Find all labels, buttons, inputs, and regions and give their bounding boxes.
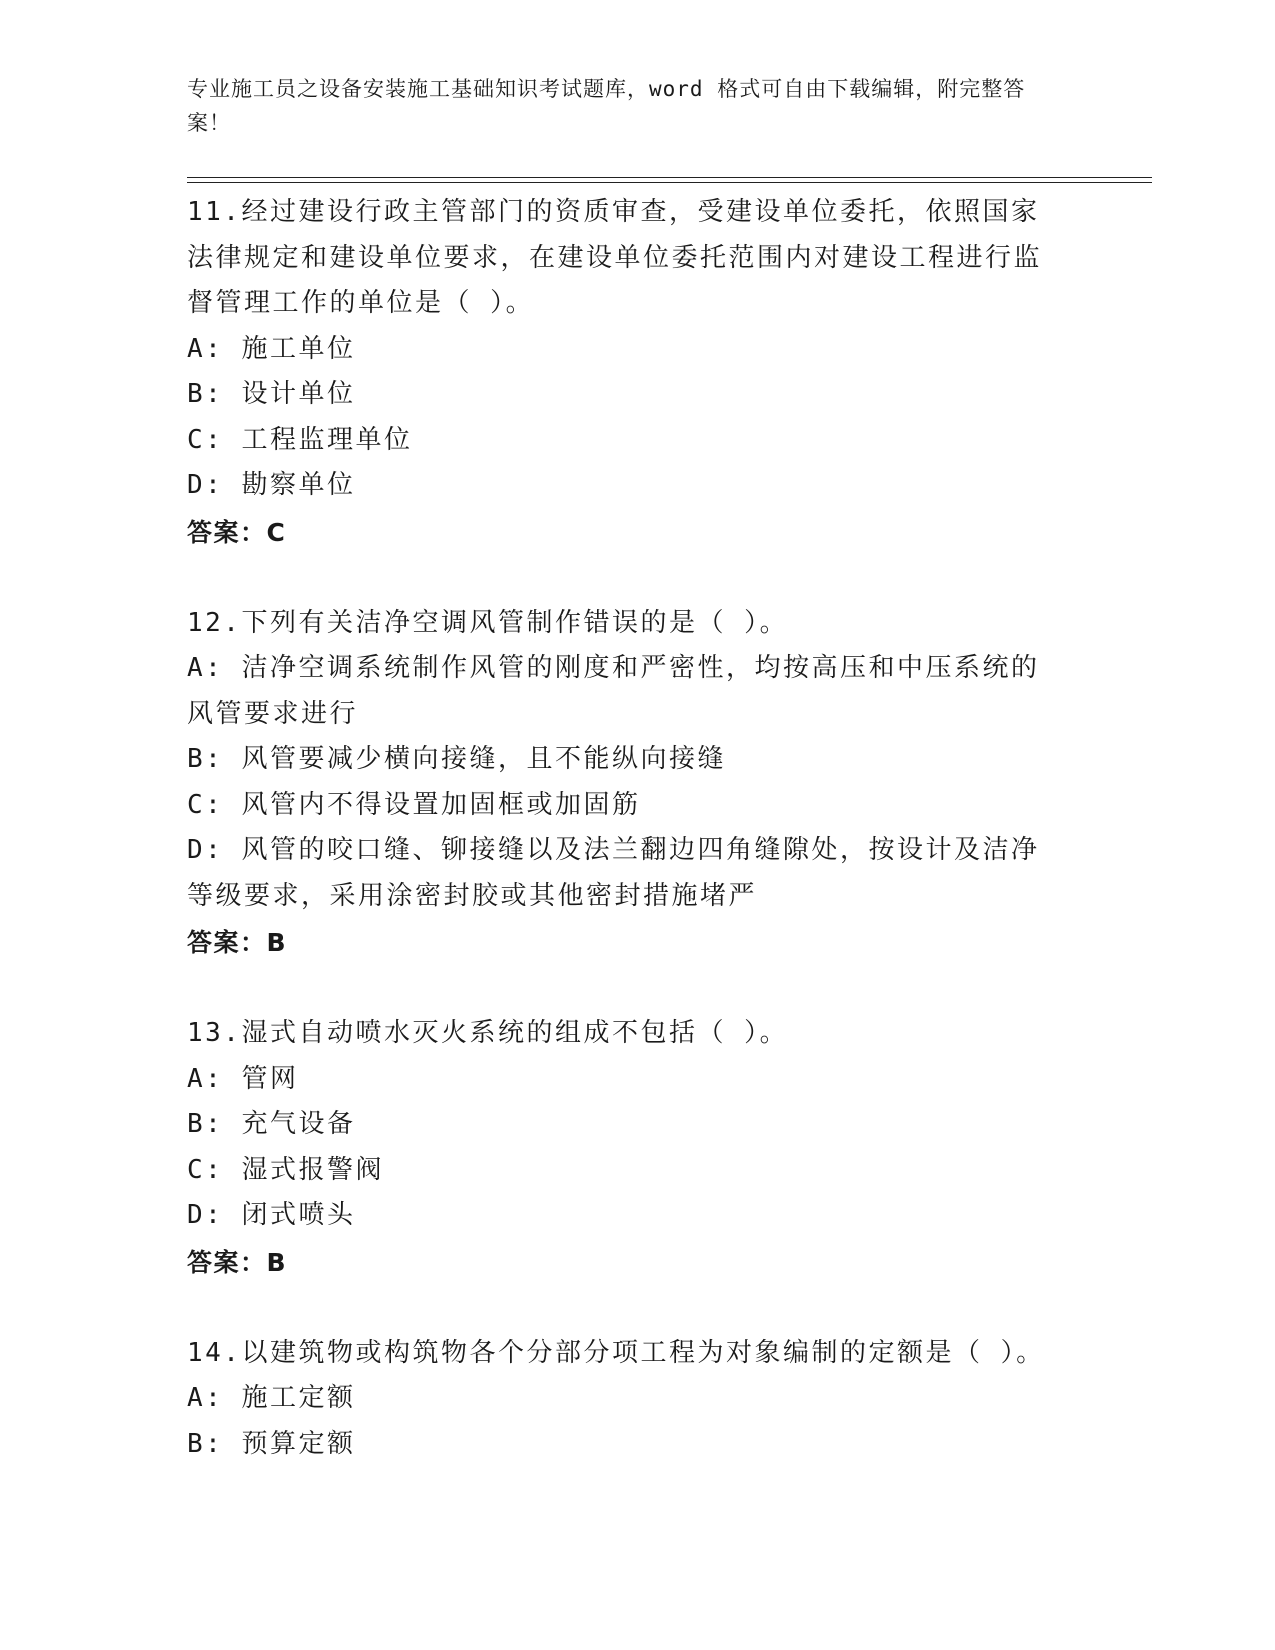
- option-d: D: 勘察单位: [187, 470, 356, 500]
- option-c: C: 风管内不得设置加固框或加固筋: [187, 789, 641, 820]
- question-14: [187, 1331, 1067, 1468]
- question-text: 12.下列有关洁净空调风管制作错误的是（ ）。: [187, 607, 789, 638]
- answer-line: 答案：C: [187, 517, 287, 547]
- question-spacer: [187, 556, 1067, 601]
- question-13: [187, 1011, 1067, 1286]
- option-c: C: 工程监理单位: [187, 424, 413, 455]
- question-text: 14.以建筑物或构筑物各个分部分项工程为对象编制的定额是（ ）。: [187, 1337, 1045, 1368]
- document-intro: 专业施工员之设备安装施工基础知识考试题库，word 格式可自由下载编辑，附完整答案！: [187, 77, 1026, 135]
- answer-line: 答案：B: [187, 928, 288, 957]
- question-text: 13.湿式自动喷水灭火系统的组成不包括（ ）。: [187, 1018, 789, 1048]
- option-a: A: 管网: [187, 1063, 299, 1094]
- option-b: B: 预算定额: [187, 1428, 356, 1459]
- option-a: A: 施工定额: [187, 1383, 356, 1413]
- option-b: B: 设计单位: [187, 379, 356, 409]
- option-b: B: 风管要减少横向接缝，且不能纵向接缝: [187, 744, 726, 774]
- header-rule-bottom: [187, 182, 1152, 183]
- option-d: D: 闭式喷头: [187, 1200, 356, 1230]
- option-a: A: 施工单位: [187, 333, 356, 364]
- header-rule-top: [187, 177, 1152, 178]
- option-c: C: 湿式报警阀: [187, 1154, 384, 1185]
- option-b: B: 充气设备: [187, 1109, 356, 1139]
- question-text: 11.经过建设行政主管部门的资质审查，受建设单位委托，依照国家法律规定和建设单位要求，在建设单位委托范围内对建设工程进行监督管理工作的单位是（ ）。: [187, 197, 1043, 318]
- answer-line: 答案：B: [187, 1247, 288, 1277]
- question-12: [187, 601, 1067, 967]
- question-11: [187, 190, 1067, 556]
- question-list: [187, 190, 1067, 1467]
- option-d: D: 风管的咬口缝、铆接缝以及法兰翻边四角缝隙处，按设计及洁净等级要求，采用涂密封胶或其他密封措施堵严: [187, 835, 1040, 911]
- question-spacer: [187, 1286, 1067, 1331]
- question-spacer: [187, 966, 1067, 1011]
- option-a: A: 洁净空调系统制作风管的刚度和严密性，均按高压和中压系统的风管要求进行: [187, 653, 1040, 729]
